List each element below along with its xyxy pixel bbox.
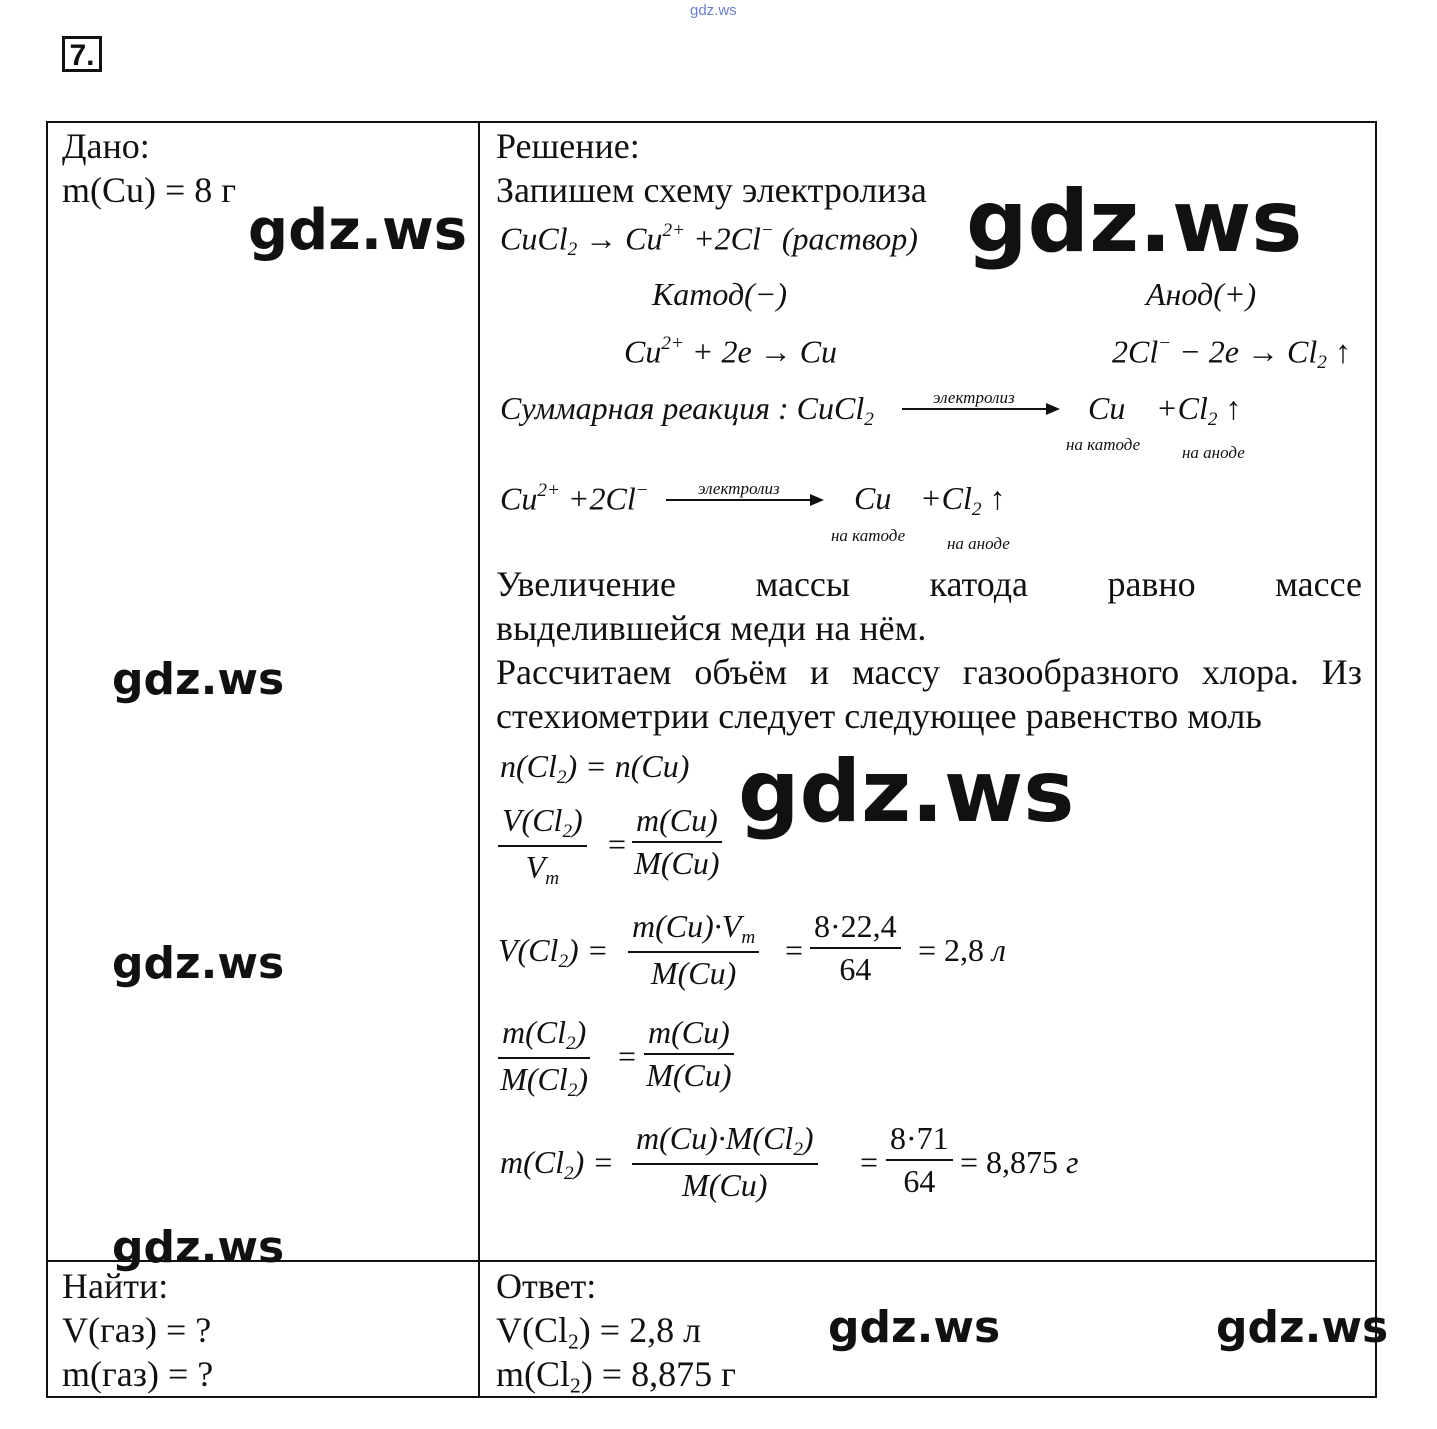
table-divider-vertical <box>478 121 480 1398</box>
summary-product-cl2: $+Cl_2$ ↑ <box>1156 390 1242 430</box>
answer-mass: $m(Cl_2) = 8,875$ г <box>496 1354 736 1398</box>
volume-calc-lhs: $V(Cl_2)$ = <box>498 932 609 972</box>
mass-ratio-equals: = <box>618 1038 637 1074</box>
summary-reaction-label: Суммарная реакция : CuCl$_2$ <box>500 390 874 430</box>
given-mass-cu: m(Cu) = 8 г <box>62 170 237 210</box>
answer-volume: $V(Cl_2) = 2,8$ л <box>496 1310 702 1354</box>
paragraph-cathode-mass-line2: выделившейся меди на нём. <box>496 608 927 648</box>
summary-under-anode: на аноде <box>1182 443 1245 462</box>
volume-calc-fraction-formula: $\frac{m(Cu)\cdot V_m}{M(Cu)}$ <box>628 908 759 992</box>
watermark: gdz.ws <box>1216 1302 1389 1353</box>
ionic-reaction-left: $Cu^{2+} +2Cl^-$ <box>500 480 649 517</box>
ionic-arrow-head <box>810 494 824 506</box>
scheme-text: Запишем схему электролиза <box>496 170 927 210</box>
mass-ratio-right: $\frac{m(Cu)}{M(Cu)}$ <box>644 1014 734 1094</box>
watermark: gdz.ws <box>112 938 285 989</box>
volume-ratio-left: $\frac{V(Cl_2)}{V_m}$ <box>498 802 587 890</box>
site-mark: gdz.ws <box>690 2 737 19</box>
answer-header: Ответ: <box>496 1266 597 1306</box>
watermark: gdz.ws <box>738 742 1075 842</box>
ionic-product-cl2: $+Cl_2$ ↑ <box>920 480 1006 520</box>
volume-ratio-right: $\frac{m(Cu)}{M(Cu)}$ <box>632 802 722 882</box>
ionic-product-cu: Cu <box>854 480 892 516</box>
mass-ratio-left: $\frac{m(Cl_2)}{M(Cl_2)}$ <box>498 1014 590 1102</box>
summary-product-cu: Cu <box>1088 390 1126 426</box>
ionic-under-cathode: на катоде <box>831 526 906 545</box>
volume-ratio-equals: = <box>608 826 627 862</box>
paragraph-chlorine-line1: Рассчитаем объём и массу газообразного хлора. Из <box>496 652 1362 692</box>
paragraph-cathode-mass-line1: Увеличение массы катода равно массе <box>496 564 1362 604</box>
watermark: gdz.ws <box>966 172 1303 272</box>
summary-arrow-head <box>1046 403 1060 415</box>
mass-calc-fraction-formula: $\frac{m(Cu)\cdot M(Cl_2)}{M(Cu)}$ <box>632 1120 818 1204</box>
ionic-under-anode: на аноде <box>947 534 1010 553</box>
watermark: gdz.ws <box>112 654 285 705</box>
ionic-arrow <box>666 499 812 501</box>
summary-arrow-label: электролиз <box>933 388 1015 407</box>
find-volume: V(газ) = ? <box>62 1310 212 1350</box>
mass-calc-lhs: $m(Cl_2)$ = <box>500 1144 614 1184</box>
volume-calc-fraction-numbers: $\frac{8\cdot 22,4}{64}$ <box>810 908 901 988</box>
anode-equation: $2Cl^- - 2e \to Cl_2$ ↑ <box>1112 333 1351 374</box>
summary-under-cathode: на катоде <box>1066 435 1141 454</box>
mole-equality: $n(Cl_2) = n(Cu)$ <box>500 748 690 788</box>
watermark: gdz.ws <box>112 1222 285 1273</box>
find-mass: m(газ) = ? <box>62 1354 214 1394</box>
task-number: 7. <box>62 36 102 72</box>
summary-arrow <box>902 408 1048 410</box>
mass-calc-equals: = <box>860 1144 879 1180</box>
paragraph-chlorine-line2: стехиометрии следует следующее равенство моль <box>496 696 1262 736</box>
volume-calc-equals: = <box>785 932 804 968</box>
cathode-label: Катод(−) <box>652 276 788 312</box>
watermark: gdz.ws <box>828 1302 1001 1353</box>
given-header: Дано: <box>62 126 150 166</box>
cathode-equation: $Cu^{2+} + 2e \to Cu$ <box>624 333 838 370</box>
solution-header: Решение: <box>496 126 640 166</box>
dissociation-equation: CuCl$_2$ → $Cu^{2+} +2Cl^-$ (раствор) <box>500 220 918 261</box>
mass-calc-fraction-numbers: $\frac{8\cdot 71}{64}$ <box>886 1120 953 1200</box>
ionic-arrow-label: электролиз <box>698 479 780 498</box>
watermark: gdz.ws <box>248 198 468 263</box>
volume-result: = 2,8 л <box>918 932 1006 968</box>
mass-result: = 8,875 г <box>960 1144 1079 1180</box>
anode-label: Анод(+) <box>1146 276 1257 312</box>
find-header: Найти: <box>62 1266 169 1306</box>
